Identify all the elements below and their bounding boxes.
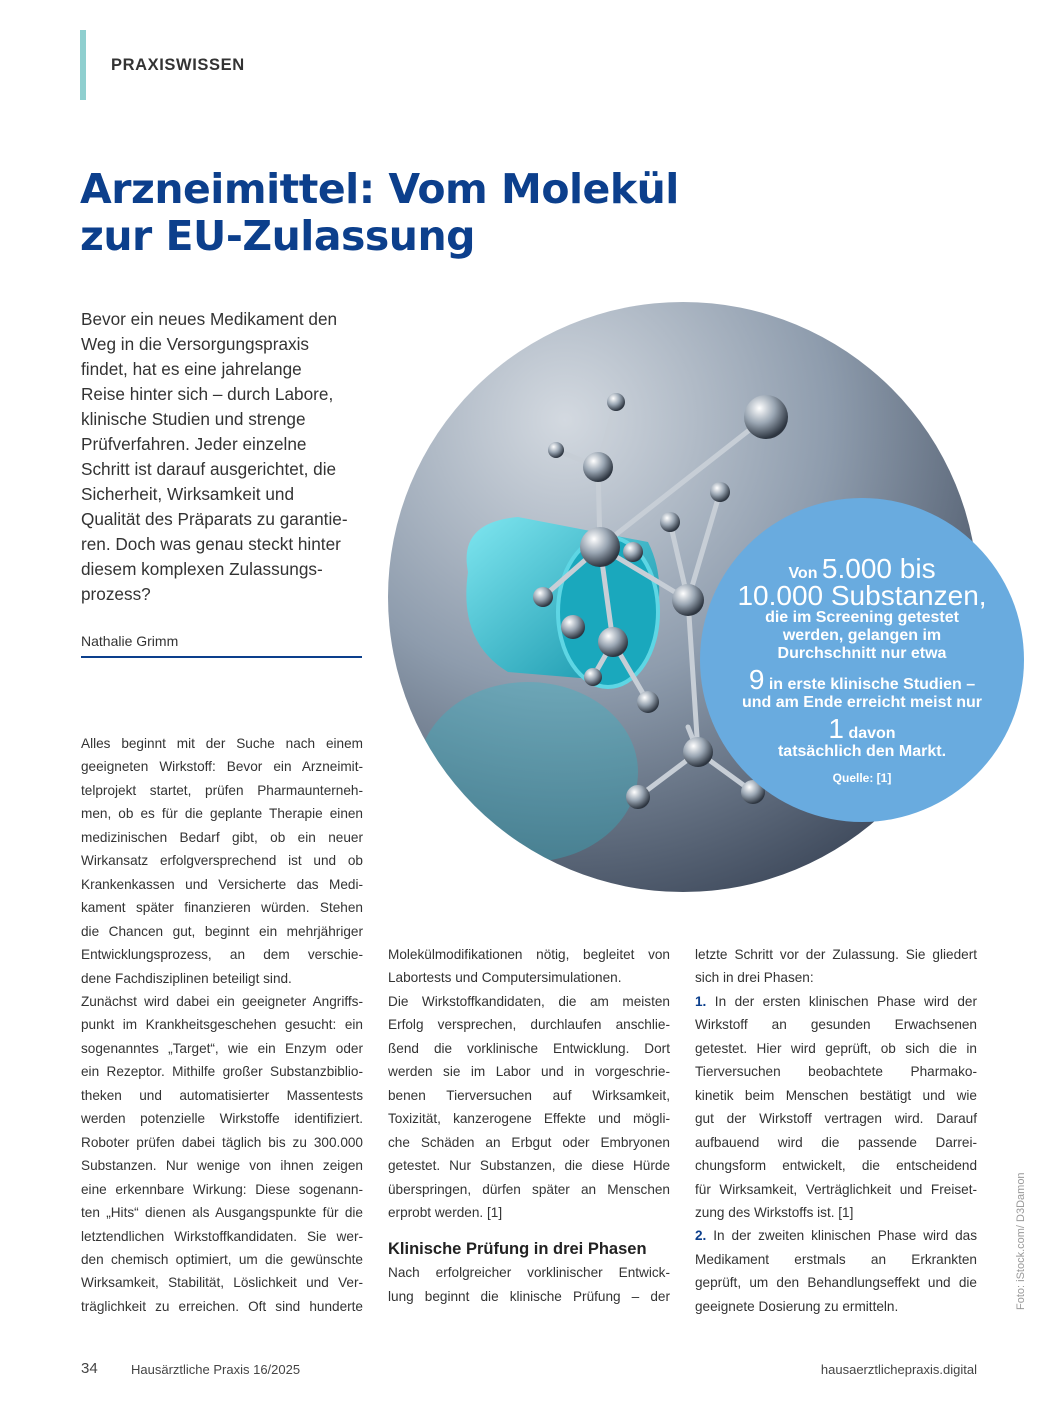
- intro-line: Sicherheit, Wirksamkeit und: [81, 484, 295, 504]
- text-line: Nach erfolgreicher vorklinischer Entwick-: [388, 1265, 670, 1281]
- body-column-1: [81, 732, 363, 1318]
- infobox-text: werden, gelangen im: [782, 627, 942, 644]
- text-line: 2. In der zweiten klinischen Phase wird das: [695, 1228, 977, 1244]
- text-line: Wirkansatz erfolgversprechend ist und ob: [81, 853, 363, 869]
- text-line: erprobt werden. [1]: [388, 1204, 503, 1220]
- text-line: werden sie im Labor und in vorgeschrie-: [388, 1064, 670, 1080]
- intro-line: diesem komplexen Zulassungs-: [81, 559, 323, 579]
- section-kicker: PRAXISWISSEN: [111, 56, 245, 74]
- infobox-number: 1: [828, 713, 844, 744]
- page-number: 34: [81, 1360, 98, 1377]
- paragraph: [388, 990, 670, 1225]
- intro-line: Bevor ein neues Medikament den: [81, 309, 338, 329]
- text-line: punkt im Krankheitsgeschehen gesucht: ein: [81, 1017, 363, 1033]
- website-link[interactable]: hausaerztlichepraxis.digital: [820, 1362, 977, 1377]
- text-line: kinetik beim Menschen bestätigt und wie: [695, 1087, 977, 1103]
- text-line: geeignete Dosierung zu ermitteln.: [695, 1298, 899, 1314]
- infobox-source: Quelle: [1]: [832, 771, 892, 785]
- subheading: Klinische Prüfung in drei Phasen: [388, 1240, 647, 1259]
- intro-line: klinische Studien und strenge: [81, 409, 306, 429]
- text-line: ten „Hits“ dienen als Ausgangspunkte für die: [81, 1205, 363, 1221]
- text-line: ein Rezeptor. Mithilfe großer Substanzbiblio-: [81, 1064, 363, 1080]
- list-number: 1.: [695, 993, 707, 1009]
- intro-line: Reise hinter sich – durch Labore,: [81, 384, 334, 404]
- body-column-2: [388, 943, 670, 1308]
- numbered-paragraph: [695, 990, 977, 1225]
- publication-name: Hausärztliche Praxis 16/2025: [131, 1362, 301, 1377]
- text-line: Zunächst wird dabei ein geeigneter Angriffs-: [81, 993, 363, 1009]
- intro-line: ren. Doch was genau steckt hinter: [81, 534, 341, 554]
- intro-line: Prüfverfahren. Jeder einzelne: [81, 434, 307, 454]
- text-line: lung beginnt die klinische Prüfung – der: [388, 1288, 670, 1304]
- numbered-paragraph: [695, 1224, 977, 1318]
- text-line: geeigneten Wirkstoff: Bevor ein Arzneimit-: [81, 759, 363, 775]
- infobox-number: 9: [748, 664, 765, 695]
- text-line: ßend die vorklinische Entwicklung. Dort: [388, 1040, 670, 1056]
- text-line: chungsform entwickelt, die entscheidend: [695, 1158, 977, 1174]
- paragraph: [81, 990, 363, 1318]
- title-line: Arzneimittel: Vom Molekül: [80, 165, 679, 213]
- text-line: Tierversuchen beobachtete Pharmako-: [695, 1064, 977, 1080]
- infobox-number: 5.000 bis: [821, 553, 936, 584]
- paragraph: [388, 1261, 670, 1308]
- text-line: benen Tierversuchen auf Wirksamkeit,: [388, 1087, 670, 1103]
- author: Nathalie Grimm: [81, 633, 362, 658]
- text-line: Die Wirkstoffkandidaten, die am meisten: [388, 993, 670, 1009]
- infobox-text: und am Ende erreicht meist nur: [741, 694, 983, 711]
- intro-line: prozess?: [81, 584, 151, 604]
- infobox-number: 10.000 Substanzen,: [737, 580, 987, 611]
- text-line: geprüft, um den Behandlungseffekt und die: [695, 1275, 977, 1291]
- intro-line: findet, hat es eine jahrelange: [81, 359, 302, 379]
- text-line: die Chancen gut, beginnt ein mehrjähriger: [81, 923, 363, 939]
- title-line: zur EU-Zulassung: [80, 212, 476, 260]
- paragraph: [388, 943, 670, 990]
- paragraph: [695, 943, 977, 990]
- text-line: men, ob es für die geplante Therapie einen: [81, 806, 363, 822]
- text-line: träglichkeit zu erreichen. Oft sind hunderte: [81, 1298, 363, 1314]
- infobox-text: davon: [848, 725, 896, 742]
- paragraph: [81, 732, 363, 990]
- text-line: Toxizität, kanzerogene Effekte und mögli-: [388, 1111, 670, 1127]
- intro-line: Qualität des Präparats zu garantie-: [81, 509, 348, 529]
- text-line: letzte Schritt vor der Zulassung. Sie gliedert: [695, 947, 977, 962]
- text-line: gut der Wirkstoff vertragen wird. Darauf: [695, 1111, 977, 1127]
- text-line: 1. In der ersten klinischen Phase wird der: [695, 993, 978, 1009]
- section-accent-bar: [80, 30, 86, 100]
- text-line: Roboter prüfen dabei täglich bis zu 300.000: [81, 1134, 363, 1150]
- text-line: theken und automatisierter Massentests: [81, 1087, 363, 1103]
- infobox-statistic: [700, 498, 1024, 822]
- text-line: Erfolg versprechen, durchlaufen anschlie-: [388, 1017, 670, 1033]
- intro-line: Schritt ist darauf ausgerichtet, die: [81, 459, 337, 479]
- text-line: Alles beginnt mit der Suche nach einem: [81, 736, 363, 751]
- text-line: che Schäden an Erbgut oder Embryonen: [388, 1134, 670, 1150]
- infobox-text: Von: [788, 565, 818, 582]
- photo-credit: Foto: iStock.com/ D3Damon: [1015, 1172, 1027, 1310]
- intro-text: [81, 307, 371, 607]
- text-line: letztendlichen Wirkstoffkandidaten. Sie wer-: [81, 1228, 363, 1244]
- text-line: Wirkstoff an gesunden Erwachsenen: [695, 1017, 977, 1033]
- list-number: 2.: [695, 1228, 707, 1244]
- infobox-text: die im Screening getestet: [765, 609, 959, 626]
- text-line: Substanzen. Nur wenige von ihnen zeigen: [81, 1158, 363, 1174]
- infobox-text: tatsächlich den Markt.: [777, 743, 947, 760]
- text-line: für Wirksamkeit, Verträglichkeit und Freiset-: [695, 1181, 977, 1197]
- text-line: dene Fachdisziplinen beteiligt sind.: [81, 970, 292, 986]
- text-line: Entwicklungsprozess, an dem verschie-: [81, 947, 363, 963]
- text-line: Medikament erstmals an Erkrankten: [695, 1251, 977, 1267]
- body-column-3: [695, 943, 977, 1318]
- text-line: den chemisch optimiert, um die gewünschte: [81, 1251, 363, 1267]
- infobox-text: in erste klinische Studien –: [768, 676, 976, 693]
- text-line: Krankenkassen und Versicherte das Medi-: [81, 876, 363, 892]
- text-line: medizinischen Bedarf gibt, ob ein neuer: [81, 829, 363, 845]
- text-line: sich in drei Phasen:: [695, 970, 814, 986]
- page-title: [80, 166, 679, 260]
- text-line: überspringen, dürfen später an Menschen: [388, 1181, 670, 1197]
- text-line: Molekülmodifikationen nötig, begleitet von: [388, 947, 670, 962]
- text-line: sogenanntes „Target“, wie ein Enzym oder: [81, 1040, 363, 1056]
- text-line: zung des Wirkstoffs ist. [1]: [695, 1204, 854, 1220]
- text-line: Wirksamkeit, Stabilität, Löslichkeit und Ver-: [81, 1275, 363, 1291]
- text-line: getestet. Nur Substanzen, die diese Hürde: [388, 1158, 670, 1174]
- text-line: werden potenzielle Wirkstoffe identifiziert.: [81, 1111, 363, 1127]
- text-line: eine erkennbare Wirkung: Diese sogenann-: [81, 1181, 363, 1197]
- text-line: kament später finanzieren würden. Stehen: [81, 900, 363, 916]
- text-line: getestet. Hier wird geprüft, ob sich die in: [695, 1040, 977, 1056]
- intro-line: Weg in die Versorgungspraxis: [81, 334, 310, 354]
- text-line: Labortests und Computersimulationen.: [388, 970, 622, 986]
- infobox-text: Durchschnitt nur etwa: [777, 645, 947, 662]
- text-line: aufbauend wird die passende Darrei-: [695, 1134, 977, 1150]
- text-line: telprojekt startet, prüfen Pharmaunterneh-: [81, 782, 363, 798]
